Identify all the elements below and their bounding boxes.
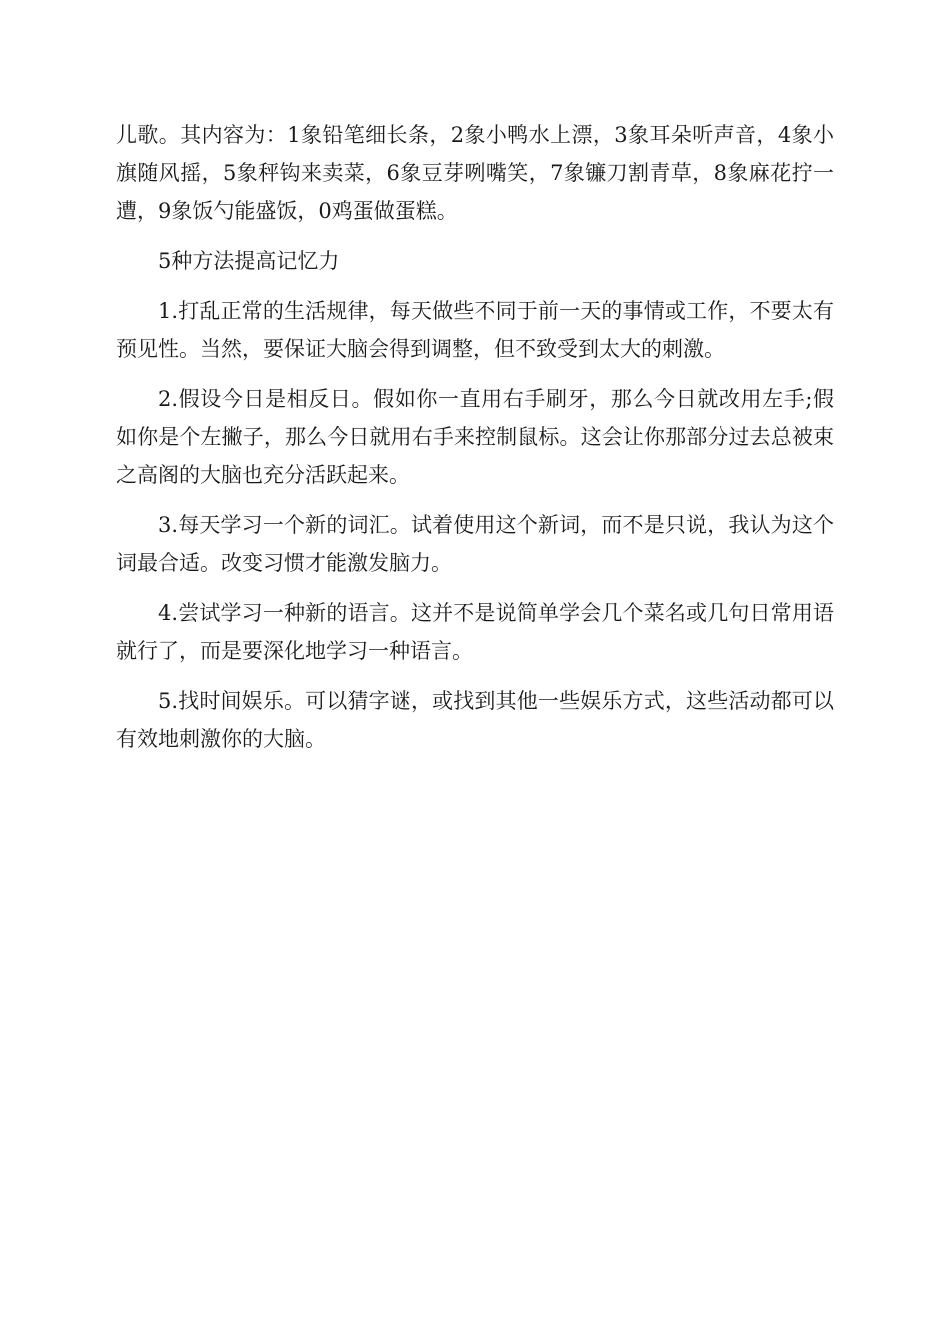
method-paragraph-5: 5.找时间娱乐。可以猜字谜，或找到其他一些娱乐方式，这些活动都可以有效地刺激你的大脑。: [116, 689, 834, 751]
section-heading: 5种方法提高记忆力: [158, 249, 340, 273]
intro-paragraph: 儿歌。其内容为：1象铅笔细长条，2象小鸭水上漂，3象耳朵听声音，4象小旗随风摇，5象秤钩来卖菜，6象豆芽咧嘴笑，7象镰刀割青草，8象麻花拧一遭，9象饭勺能盛饭，0鸡蛋做蛋糕。: [116, 123, 834, 223]
method-paragraph-1: 1.打乱正常的生活规律，每天做些不同于前一天的事情或工作，不要太有预见性。当然，要保证大脑会得到调整，但不致受到太大的刺激。: [116, 299, 834, 361]
document-body: [116, 116, 834, 770]
method-paragraph-4: 4.尝试学习一种新的语言。这并不是说简单学会几个菜名或几句日常用语就行了，而是要深化地学习一种语言。: [116, 601, 834, 663]
method-paragraph-2: 2.假设今日是相反日。假如你一直用右手刷牙，那么今日就改用左手;假如你是个左撇子，那么今日就用右手来控制鼠标。这会让你那部分过去总被束之高阁的大脑也充分活跃起来。: [116, 387, 834, 487]
method-paragraph-3: 3.每天学习一个新的词汇。试着使用这个新词，而不是只说，我认为这个词最合适。改变习惯才能激发脑力。: [116, 513, 834, 575]
